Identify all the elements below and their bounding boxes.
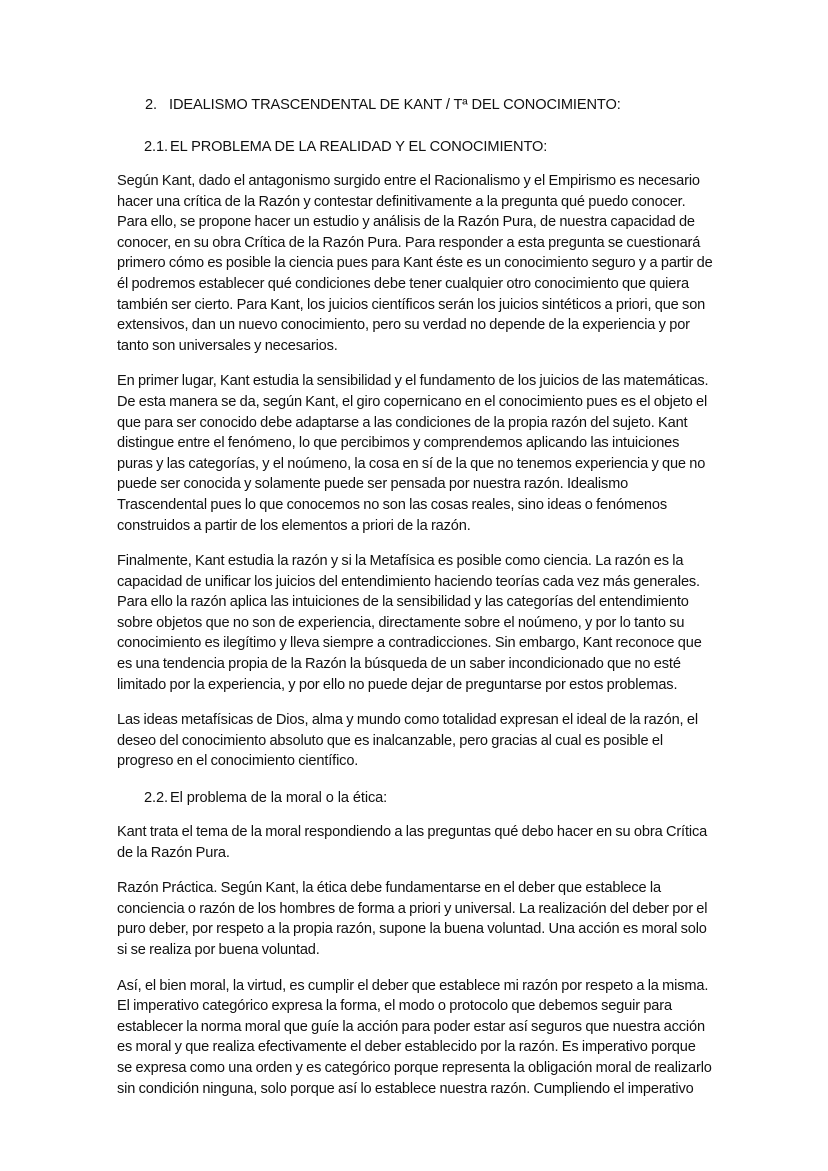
paragraph: Kant trata el tema de la moral respondiendo a las preguntas qué debo hacer en su obra Crítica de la Razón Pura.: [117, 824, 708, 861]
section-heading-2-1: [144, 137, 713, 157]
section-title: El problema de la moral o la ética:: [170, 790, 388, 807]
paragraph: Las ideas metafísicas de Dios, alma y mundo como totalidad expresan el ideal de la razón, el deseo del conocimiento absoluto que es inalcanzable, pero gracias al cual es posible el progreso en el conocimiento científico.: [117, 712, 698, 770]
paragraph: En primer lugar, Kant estudia la sensibilidad y el fundamento de los juicios de las matemáticas. De esta manera se da, según Kant, el giro copernicano en el conocimiento pues es el objeto el que para ser conocido debe adaptarse a las condiciones de la propia razón del sujeto. Kant distingue entre el fenómeno, lo que percibimos y comprendemos aplicando las intuiciones puras y las categorías, y el noúmeno, la cosa en sí de la que no tenemos experiencia y que no puede ser conocida y solamente puede ser pensada por nuestra razón. Idealismo Trascendental pues lo que conocemos no son las cosas reales, sino ideas o fenómenos construidos a partir de los elementos a priori de la razón.: [117, 373, 709, 534]
document-body: [117, 95, 713, 1099]
paragraph: Razón Práctica. Según Kant, la ética debe fundamentarse en el deber que establece la conciencia o razón de los hombres de forma a priori y universal. La realización del deber por el puro deber, por respeto a la propia razón, supone la buena voluntad. Una acción es moral solo si se realiza por buena voluntad.: [117, 880, 708, 958]
section-heading-2: [145, 95, 713, 115]
paragraph: Finalmente, Kant estudia la razón y si la Metafísica es posible como ciencia. La razón es la capacidad de unificar los juicios del entendimiento haciendo teorías cada vez más generales. Para ello la razón aplica las intuiciones de la sensibilidad y las categorías del entendimiento sobre objetos que no son de experiencia, directamente sobre el noúmeno, y por lo tanto su conocimiento es ilegítimo y lleva siempre a contradicciones. Sin embargo, Kant reconoce que es una tendencia propia de la Razón la búsqueda de un saber incondicionado que no esté limitado por la experiencia, y por ello no puede dejar de preguntarse por estos problemas.: [117, 553, 702, 693]
section-number: 2.1.: [144, 139, 168, 155]
section-number: 2.2.: [144, 790, 168, 807]
section-title: IDEALISMO TRASCENDENTAL DE KANT / Tª DEL CONOCIMIENTO:: [169, 97, 621, 113]
paragraph: Según Kant, dado el antagonismo surgido entre el Racionalismo y el Empirismo es necesario hacer una crítica de la Razón y contestar definitivamente a la pregunta qué puedo conocer. Para ello, se propone hacer un estudio y análisis de la Razón Pura, de nuestra capacidad de conocer, en su obra Crítica de la Razón Pura. Para responder a esta pregunta se cuestionará primero cómo es posible la ciencia pues para Kant éste es un conocimiento seguro y a partir de él podremos establecer qué condiciones debe tener cualquier otro conocimiento que quiera también ser cierto. Para Kant, los juicios científicos serán los juicios sintéticos a priori, que son extensivos, dan un nuevo conocimiento, pero su verdad no depende de la experiencia y por tanto son universales y necesarios.: [117, 173, 713, 354]
section-heading-2-2: [144, 788, 713, 808]
paragraph: Así, el bien moral, la virtud, es cumplir el deber que establece mi razón por respeto a la misma. El imperativo categórico expresa la forma, el modo o protocolo que debemos seguir para establecer la norma moral que guíe la acción para poder estar así seguros que nuestra acción es moral y que realiza efectivamente el deber establecido por la razón. Es imperativo porque se expresa como una orden y es categórico porque representa la obligación moral de realizarlo sin condición ninguna, solo porque así lo establece nuestra razón. Cumpliendo el imperativo: [117, 977, 712, 1097]
section-title: EL PROBLEMA DE LA REALIDAD Y EL CONOCIMIENTO:: [170, 139, 548, 155]
section-number: 2.: [145, 97, 157, 113]
